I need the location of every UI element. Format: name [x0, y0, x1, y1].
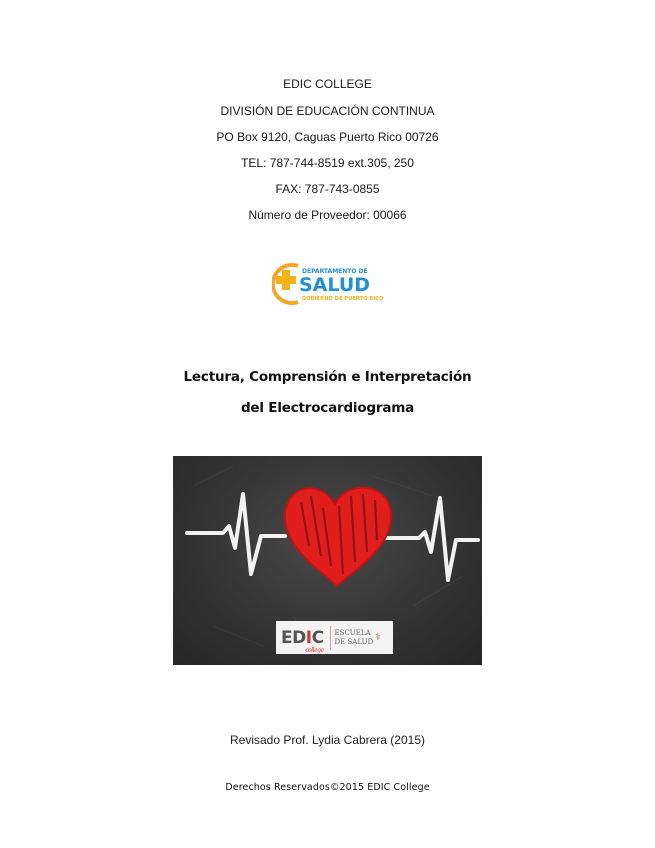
- institution-name: EDIC COLLEGE: [283, 77, 372, 91]
- telephone: TEL: 787-744-8519 ext.305, 250: [241, 156, 414, 170]
- revised-by: Revisado Prof. Lydia Cabrera (2015): [230, 733, 425, 747]
- division-name: DIVISIÓN DE EDUCACIÓN CONTINUA: [220, 104, 435, 118]
- badge-divider: [330, 626, 331, 650]
- copyright: Derechos Reservados©2015 EDIC College: [225, 782, 430, 793]
- escuela-de-salud-label: ESCUELA DE SALUD: [334, 628, 374, 646]
- svg-text:SALUD: SALUD: [299, 274, 371, 296]
- departamento-salud-logo: [272, 258, 387, 306]
- svg-text:GOBIERNO DE PUERTO RICO: GOBIERNO DE PUERTO RICO: [302, 296, 384, 302]
- cross-icon: [272, 258, 387, 306]
- edic-escuela-badge: [276, 621, 393, 654]
- provider-number: Número de Proveedor: 00066: [248, 208, 407, 222]
- document-title-line-2: del Electrocardiograma: [240, 400, 415, 416]
- cover-image: [173, 456, 482, 665]
- svg-text:DEPARTAMENTO DE: DEPARTAMENTO DE: [302, 268, 368, 275]
- fax: FAX: 787-743-0855: [275, 182, 380, 196]
- edic-college-logo: EDIC college: [281, 627, 324, 654]
- document-title-line-1: Lectura, Comprensión e Interpretación: [183, 369, 472, 385]
- caduceus-icon: ⚕: [375, 632, 381, 643]
- postal-address: PO Box 9120, Caguas Puerto Rico 00726: [216, 130, 439, 144]
